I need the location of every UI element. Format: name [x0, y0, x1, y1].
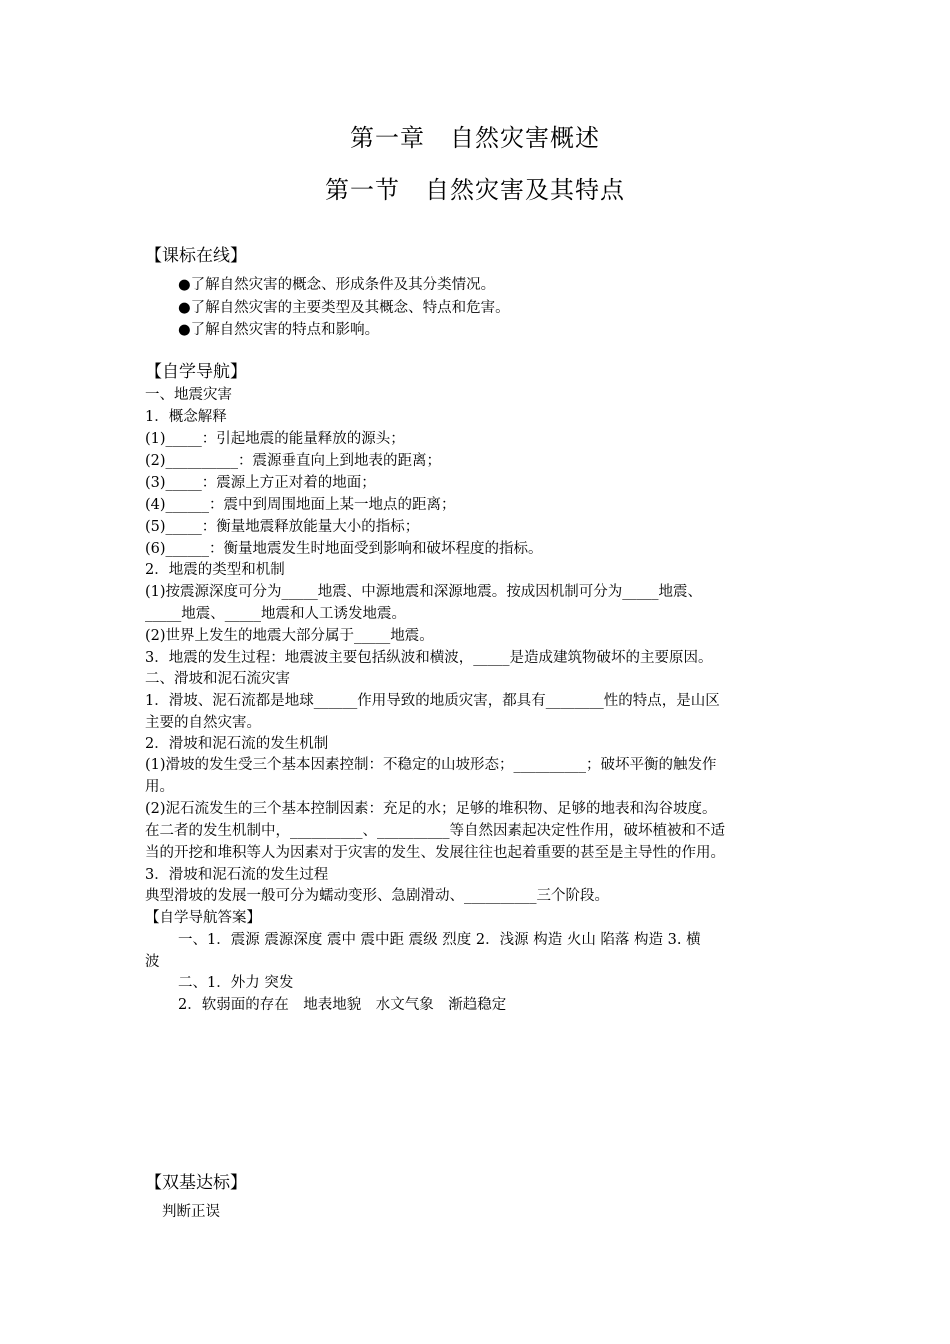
- kebiao-bullet: ●了解自然灾害的概念、形成条件及其分类情况。: [178, 277, 496, 293]
- text-line: (2)__________：震源垂直向上到地表的距离；: [145, 453, 442, 469]
- text-line: 3．滑坡和泥石流的发生过程: [145, 867, 329, 883]
- text-line: 当的开挖和堆积等人为因素对于灾害的发生、发展往往也起着重要的甚至是主导性的作用。: [145, 845, 725, 861]
- text-line: (2)泥石流发生的三个基本控制因素：充足的水；足够的堆积物、足够的地表和沟谷坡度。: [145, 801, 717, 817]
- text-line: 3．地震的发生过程：地震波主要包括纵波和横波，_____是造成建筑物破坏的主要原因。: [145, 650, 713, 666]
- text-line: 主要的自然灾害。: [145, 715, 261, 731]
- kebiao-bullet: ●了解自然灾害的特点和影响。: [178, 322, 380, 338]
- text-line: (2)世界上发生的地震大部分属于_____地震。: [145, 628, 434, 644]
- answer-line: 二、1．外力 突发: [178, 975, 294, 991]
- text-line: (1)滑坡的发生受三个基本因素控制：不稳定的山坡形态；__________；破坏平衡的触发作: [145, 757, 717, 773]
- shuangji-sub: 判断正误: [162, 1204, 220, 1220]
- text-line: 在二者的发生机制中，__________、__________等自然因素起决定性作用，破坏植被和不适: [145, 823, 725, 839]
- text-line: 用。: [145, 779, 174, 795]
- text-line: (5)_____：衡量地震释放能量大小的指标；: [145, 519, 420, 535]
- text-line: (1)_____：引起地震的能量释放的源头；: [145, 431, 405, 447]
- text-line: (6)______：衡量地震发生时地面受到影响和破坏程度的指标。: [145, 541, 543, 557]
- text-line: 2．滑坡和泥石流的发生机制: [145, 736, 329, 752]
- answers-header: 【自学导航答案】: [145, 910, 261, 926]
- text-line: 1．滑坡、泥石流都是地球______作用导致的地质灾害，都具有________性的特点，是山区: [145, 693, 720, 709]
- kebiao-header: 【课标在线】: [145, 246, 247, 266]
- text-line: _____地震、_____地震和人工诱发地震。: [145, 606, 406, 622]
- text-line: 一、地震灾害: [145, 387, 232, 403]
- kebiao-bullet: ●了解自然灾害的主要类型及其概念、特点和危害。: [178, 300, 510, 316]
- text-line: (3)_____：震源上方正对着的地面；: [145, 475, 376, 491]
- answer-line: 一、1．震源 震源深度 震中 震中距 震级 烈度 2．浅源 构造 火山 陷落 构造 3. 横: [178, 932, 701, 948]
- text-line: 典型滑坡的发展一般可分为蠕动变形、急剧滑动、__________三个阶段。: [145, 888, 609, 904]
- text-line: 二、滑坡和泥石流灾害: [145, 671, 290, 687]
- answer-line: 2．软弱面的存在 地表地貌 水文气象 渐趋稳定: [178, 997, 507, 1013]
- text-line: (1)按震源深度可分为_____地震、中源地震和深源地震。按成因机制可分为_____地震、: [145, 584, 703, 600]
- text-line: 1．概念解释: [145, 409, 227, 425]
- chapter-title: 第一章 自然灾害概述: [350, 124, 600, 152]
- text-line: 2．地震的类型和机制: [145, 562, 285, 578]
- text-line: (4)______：震中到周围地面上某一地点的距离；: [145, 497, 456, 513]
- answer-line: 波: [145, 954, 160, 970]
- shuangji-header: 【双基达标】: [145, 1173, 247, 1193]
- zixue-header: 【自学导航】: [145, 362, 247, 382]
- section-title: 第一节 自然灾害及其特点: [325, 176, 625, 204]
